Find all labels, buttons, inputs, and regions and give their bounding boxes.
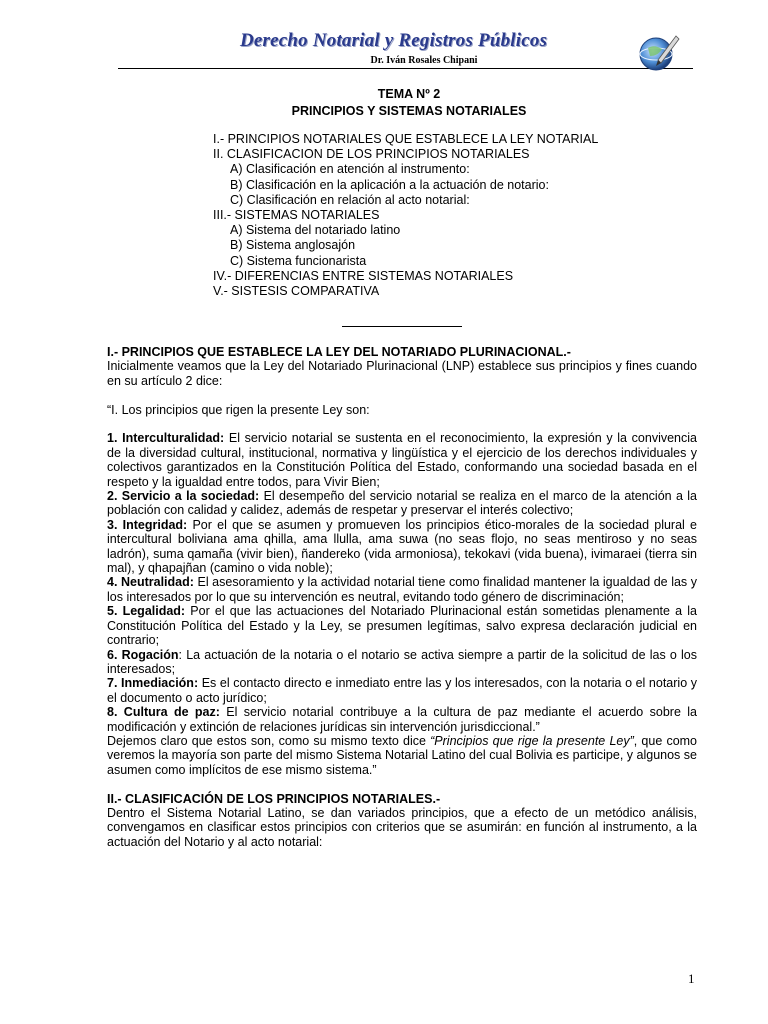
principle-text: El desempeño del servicio notarial se realiza en el marco de la atención a la población con calidad y calidez, además de respetar y preservar el interés colectivo;: [107, 489, 697, 518]
header-divider: [118, 68, 693, 69]
principle-term: 3. Integridad:: [107, 517, 188, 532]
principle-item: [107, 489, 697, 518]
principle-item: [107, 676, 697, 705]
principle-term: 4. Neutralidad:: [107, 575, 194, 590]
header-author: Dr. Iván Rosales Chipani: [370, 55, 478, 66]
quote-intro: “I. Los principios que rigen la presente Ley son:: [107, 402, 370, 417]
paragraph: Dentro el Sistema Notarial Latino, se dan variados principios, que a efecto de un metódico análisis, convengamos en clasificar estos principios con criterios que se asumirán: en función al instrumento, a la actuación del Notario y al acto notarial:: [107, 805, 697, 849]
paragraph: Inicialmente veamos que la Ley del Notariado Plurinacional (LNP) establece sus principios y fines cuando en su artículo 2 dice:: [107, 359, 697, 388]
principle-term: 8. Cultura de paz:: [107, 705, 220, 720]
principle-item: [107, 575, 697, 604]
section-heading: I.- PRINCIPIOS QUE ESTABLECE LA LEY DEL NOTARIADO PLURINACIONAL.-: [107, 345, 571, 359]
page-number: 1: [688, 971, 695, 986]
closing-text: Dejemos claro que estos son, como su mismo texto dice: [107, 733, 431, 748]
toc-subitem: B) Sistema anglosajón: [230, 238, 356, 253]
principle-item: [107, 431, 697, 489]
toc-subitem: A) Clasificación en atención al instrumento:: [230, 162, 470, 177]
toc-subitem: B) Clasificación en la aplicación a la actuación de notario:: [230, 177, 549, 192]
document-title: TEMA Nº 2: [377, 87, 441, 101]
toc-item: I.- PRINCIPIOS NOTARIALES QUE ESTABLECE LA LEY NOTARIAL: [213, 132, 599, 146]
header-title: Derecho Notarial y Registros Públicos: [240, 30, 548, 51]
principle-text: El asesoramiento y la actividad notarial tiene como finalidad mantener la igualdad de las y los interesados por lo que su intervención es neutral, evitando todo género de discriminación;: [107, 575, 697, 604]
toc-item: IV.- DIFERENCIAS ENTRE SISTEMAS NOTARIALES: [213, 268, 514, 283]
closing-quote: “Principios que rige la presente Ley”: [430, 733, 634, 748]
principle-text: : La actuación de la notaria o el notario se activa siempre a partir de la solicitud de las o los interesados;: [107, 647, 697, 676]
document-body: [107, 345, 697, 849]
toc-item: III.- SISTEMAS NOTARIALES: [213, 208, 380, 223]
section-separator: [342, 326, 462, 327]
principle-term: 6. Rogación: [107, 647, 179, 662]
toc-item: II. CLASIFICACION DE LOS PRINCIPIOS NOTARIALES: [213, 147, 530, 162]
globe-pen-logo-icon: [636, 30, 680, 74]
closing-text: , que como veremos la mayoría son parte del mismo Sistema Notarial Latino del cual Bolivia es participe, y algunos se asumen como implícitos de ese mismo sistema.”: [107, 733, 698, 777]
document-subtitle: PRINCIPIOS Y SISTEMAS NOTARIALES: [291, 104, 527, 118]
toc-item: V.- SISTESIS COMPARATIVA: [213, 284, 380, 299]
principle-term: 7. Inmediación:: [107, 676, 199, 691]
principle-item: [107, 705, 697, 734]
principle-text: El servicio notarial se sustenta en el reconocimiento, la expresión y la convivencia de la diversidad cultural, institucional, normativa y lingüística y el ejercicio de los derechos individuales y colectivos garantizados en la Constitución Política del Estado, conformando una sociedad basada en el respeto y la igualdad entre todos, para Vivir Bien;: [107, 431, 697, 489]
principle-text: Por el que se asumen y promueven los principios ético-morales de la sociedad plural e intercultural boliviana ama qhilla, ama llulla, ama suwa (no seas flojo, no seas mentiroso y no seas ladrón), suma qamaña (vivir bien), ñandereko (vida armoniosa), tekokavi (vida buena), ivimaraei (tierra sin mal), y qhapajñan (camino o vida noble);: [107, 517, 697, 576]
section-heading: II.- CLASIFICACIÓN DE LOS PRINCIPIOS NOTARIALES.-: [107, 791, 441, 806]
principle-item: [107, 648, 697, 677]
principle-text: Por el que las actuaciones del Notariado Plurinacional están sometidas plenamente a la Constitución Política del Estado y la Ley, se presumen legítimas, salvo expresa declaración judicial en contrario;: [107, 604, 697, 648]
principle-item: [107, 518, 697, 576]
toc-subitem: C) Sistema funcionarista: [230, 253, 367, 268]
principle-term: 5. Legalidad:: [107, 604, 186, 619]
principle-item: [107, 604, 697, 647]
closing-paragraph: [107, 734, 697, 777]
principle-text: El servicio notarial contribuye a la cultura de paz mediante el acuerdo sobre la modificación y extinción de relaciones jurídicas sin intervención jurisdiccional.”: [107, 705, 698, 734]
principle-term: 2. Servicio a la sociedad:: [107, 489, 260, 504]
toc-subitem: A) Sistema del notariado latino: [230, 223, 401, 238]
table-of-contents: [213, 132, 598, 299]
toc-subitem: C) Clasificación en relación al acto notarial:: [230, 192, 470, 207]
principle-text: Es el contacto directo e inmediato entre las y los interesados, con la notaria o el notario y el documento o acto jurídico;: [107, 676, 697, 705]
principle-term: 1. Interculturalidad:: [107, 431, 225, 446]
